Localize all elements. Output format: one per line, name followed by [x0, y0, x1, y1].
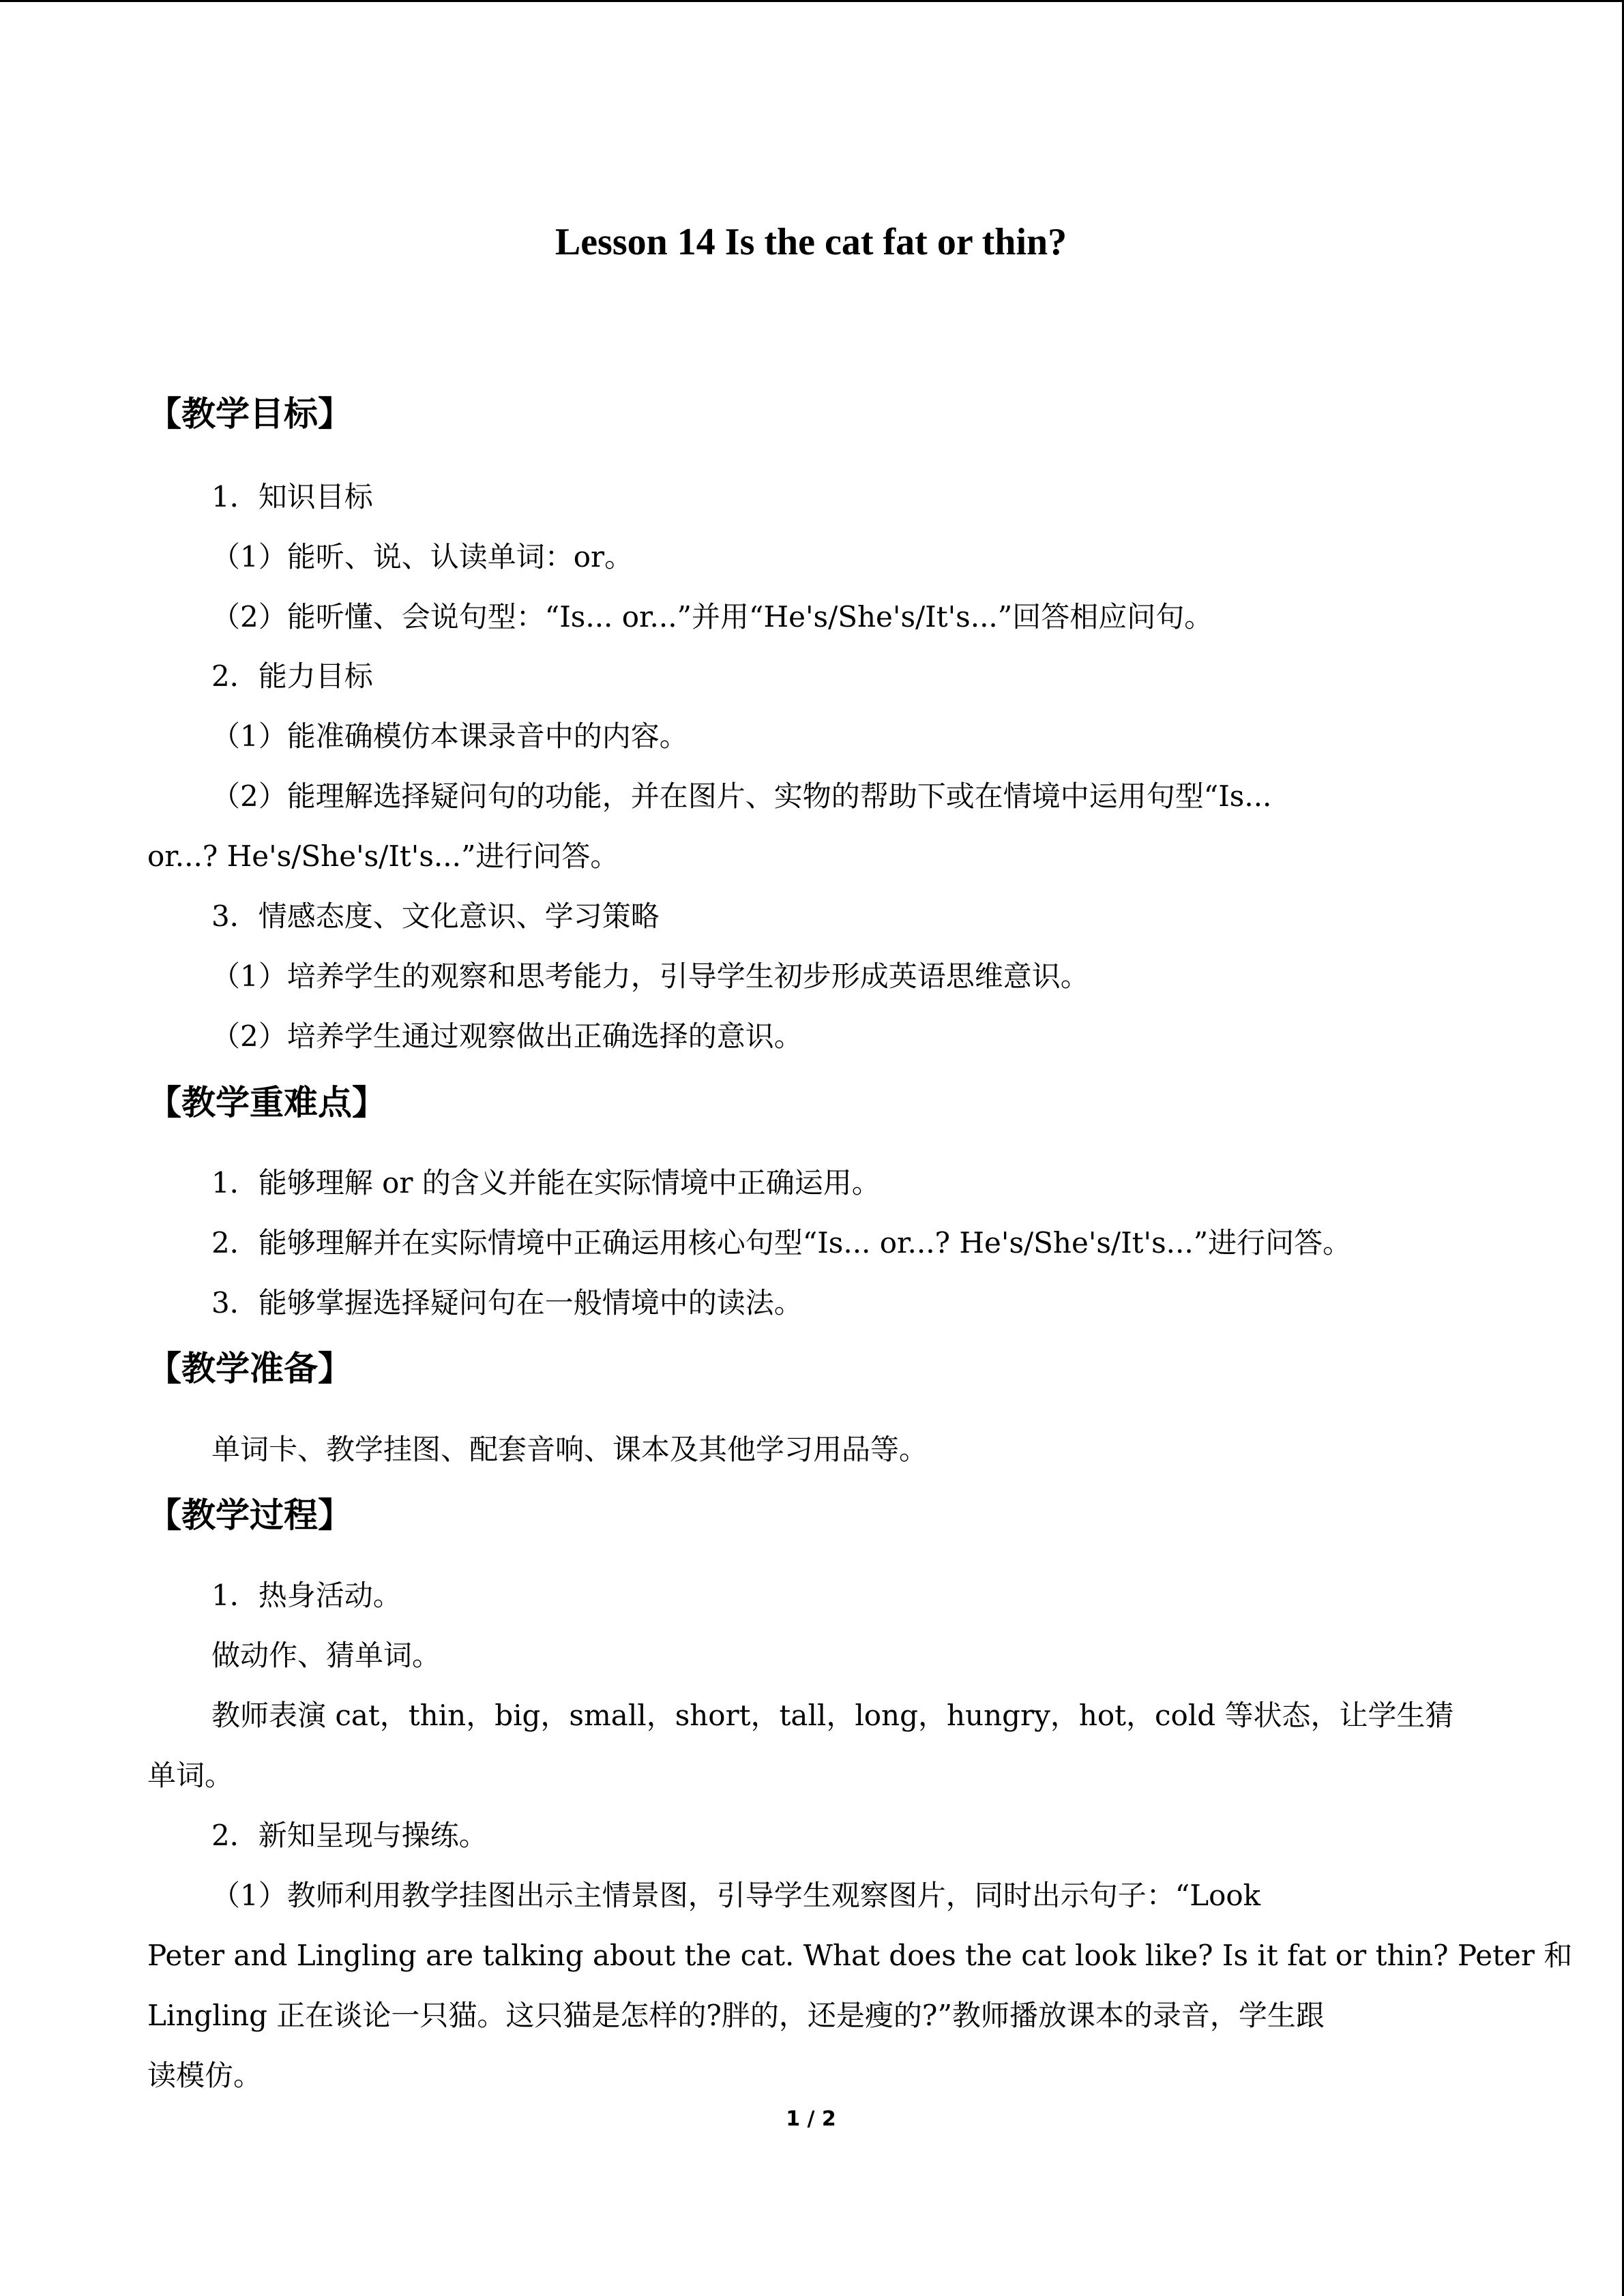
section-heading-preparation: 【教学准备】 — [147, 1349, 352, 1388]
process-step-2-description-line-3: Lingling 正在谈论一只猫。这只猫是怎样的?胖的，还是瘦的?”教师播放课本的录音，学生跟 — [147, 1999, 1325, 2032]
process-step-2-description-line-2: Peter and Lingling are talking about the cat. What does the cat look like? Is it fat or thin? Peter 和 — [147, 1939, 1573, 1972]
process-step-1-title: 1．热身活动。 — [211, 1579, 402, 1612]
emotion-objective-item-1: （1）培养学生的观察和思考能力，引导学生初步形成英语思维意识。 — [211, 959, 1089, 993]
knowledge-objective-title: 1．知识目标 — [211, 480, 373, 513]
knowledge-objective-item-1: （1）能听、说、认读单词：or。 — [211, 540, 634, 573]
section-heading-key-points: 【教学重难点】 — [147, 1083, 386, 1122]
section-heading-objectives: 【教学目标】 — [147, 394, 352, 434]
process-step-1-subtitle: 做动作、猜单词。 — [211, 1639, 441, 1672]
section-heading-process: 【教学过程】 — [147, 1495, 352, 1535]
ability-objective-item-1: （1）能准确模仿本课录音中的内容。 — [211, 719, 688, 753]
key-point-1: 1．能够理解 or 的含义并能在实际情境中正确运用。 — [211, 1166, 881, 1199]
key-point-2: 2．能够理解并在实际情境中正确运用核心句型“Is... or...? He's/She's/It's...”进行问答。 — [211, 1226, 1352, 1259]
emotion-objective-title: 3．情感态度、文化意识、学习策略 — [211, 899, 660, 933]
ability-objective-item-2-line-1: （2）能理解选择疑问句的功能，并在图片、实物的帮助下或在情境中运用句型“Is... — [211, 779, 1272, 813]
page-number: 1 / 2 — [786, 2107, 836, 2131]
emotion-objective-item-2: （2）培养学生通过观察做出正确选择的意识。 — [211, 1019, 803, 1053]
process-step-2-title: 2．新知呈现与操练。 — [211, 1819, 488, 1852]
process-step-2-description-line-1: （1）教师利用教学挂图出示主情景图，引导学生观察图片，同时出示句子：“Look — [211, 1879, 1261, 1912]
key-point-3: 3．能够掌握选择疑问句在一般情境中的读法。 — [211, 1286, 803, 1320]
knowledge-objective-item-2: （2）能听懂、会说句型：“Is... or...”并用“He's/She's/It's...”回答相应问句。 — [211, 600, 1213, 633]
preparation-text: 单词卡、教学挂图、配套音响、课本及其他学习用品等。 — [211, 1433, 928, 1466]
ability-objective-title: 2．能力目标 — [211, 659, 373, 693]
process-step-1-description-line-1: 教师表演 cat，thin，big，small，short，tall，long，hungry，hot，cold 等状态，让学生猜 — [211, 1699, 1454, 1732]
process-step-1-description-line-2: 单词。 — [147, 1759, 234, 1792]
process-step-2-description-line-4: 读模仿。 — [147, 2059, 263, 2092]
document-title: Lesson 14 Is the cat fat or thin? — [555, 221, 1067, 263]
ability-objective-item-2-line-2: or...? He's/She's/It's...”进行问答。 — [147, 839, 619, 873]
